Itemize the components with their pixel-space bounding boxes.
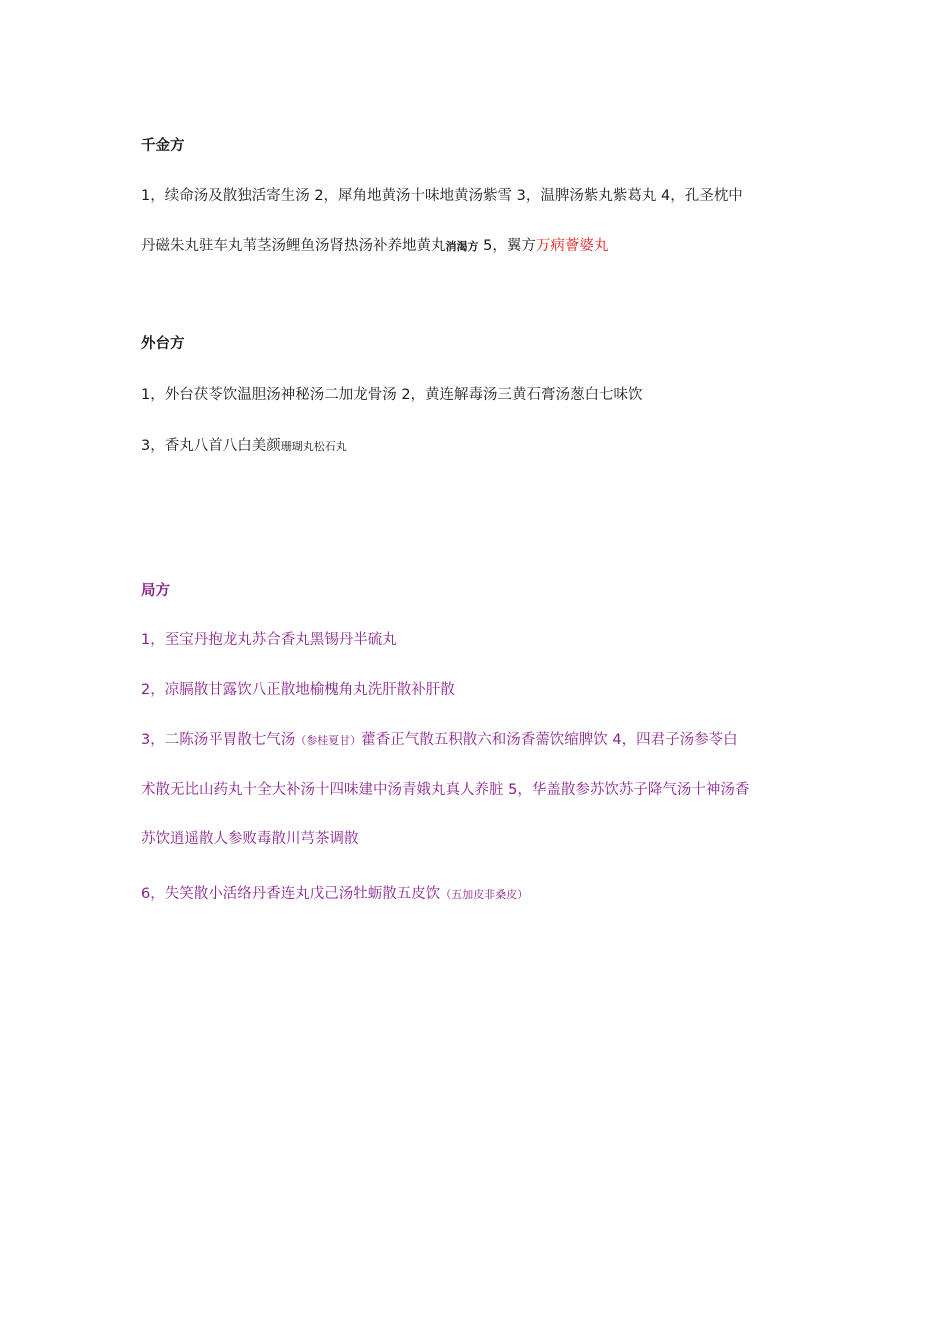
jufang-line-6-a: 6，失笑散小活络丹香连丸戊己汤牡蛎散五皮饮 — [141, 886, 441, 902]
jufang-line-2: 2，凉膈散甘露饮八正散地榆槐角丸洗肝散补肝散 — [141, 682, 455, 698]
jufang-line-6-small: （五加皮非桑皮） — [440, 888, 529, 901]
waitai-line-1: 1，外台茯苓饮温胆汤神秘汤二加龙骨汤 2，黄连解毒汤三黄石膏汤葱白七味饮 — [141, 387, 643, 403]
waitai-line-2-text: 3，香丸八首八白美颜 — [141, 438, 281, 454]
jufang-line-3-a: 3，二陈汤平胃散七气汤 — [141, 732, 296, 748]
qianjin-heading: 千金方 — [141, 138, 185, 154]
jufang-heading: 局方 — [141, 583, 170, 599]
qianjin-line-2 — [141, 236, 608, 257]
jufang-line-5: 苏饮逍遥散人参败毒散川芎茶调散 — [141, 831, 359, 847]
jufang-line-3-b: 藿香正气散五积散六和汤香薷饮缩脾饮 4，四君子汤参苓白 — [361, 732, 738, 748]
waitai-heading: 外台方 — [141, 336, 185, 352]
waitai-line-2 — [141, 436, 347, 457]
qianjin-line-2-small: 消渴方 — [445, 240, 479, 253]
qianjin-line-1: 1，续命汤及散独活寄生汤 2，犀角地黄汤十味地黄汤紫雪 3，温脾汤紫丸紫葛丸 4，孔圣枕中 — [141, 188, 743, 204]
jufang-line-3-small: （参桂夏甘） — [295, 734, 362, 747]
waitai-line-2-small: 珊瑚丸松石丸 — [280, 440, 347, 453]
jufang-line-3 — [141, 730, 738, 751]
jufang-line-4: 术散无比山药丸十全大补汤十四味建中汤青娥丸真人养脏 5，华盖散参苏饮苏子降气汤十神汤香 — [141, 782, 750, 798]
jufang-line-6 — [141, 884, 528, 905]
qianjin-line-2-red: 万病薈婆丸 — [535, 238, 609, 254]
qianjin-line-2-text: 丹磁朱丸驻车丸苇茎汤鲤鱼汤肾热汤补养地黄丸 — [141, 238, 446, 254]
jufang-line-1: 1，至宝丹抱龙丸苏合香丸黑锡丹半硫丸 — [141, 632, 397, 648]
qianjin-line-2-after: 5，翼方 — [478, 238, 536, 254]
